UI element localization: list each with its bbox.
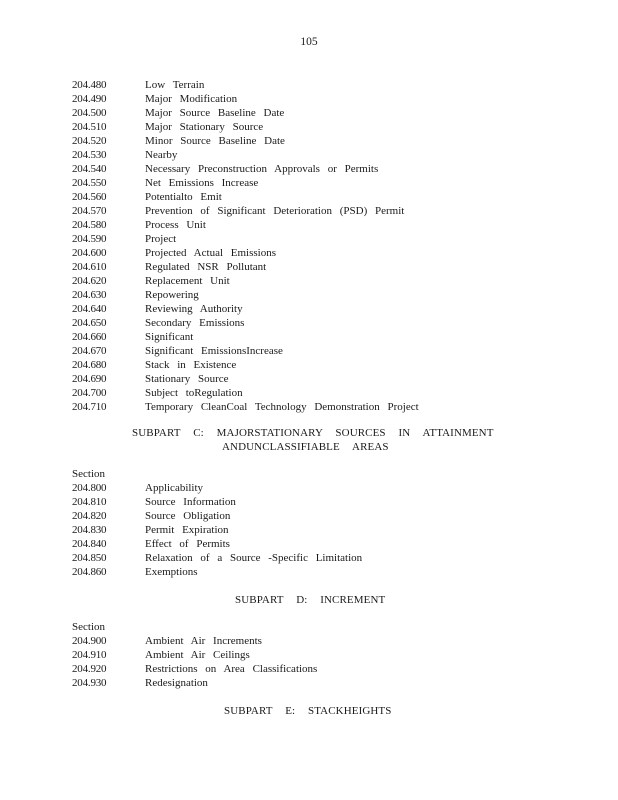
section-title: Permit Expiration xyxy=(145,524,229,536)
section-number: 204.620 xyxy=(72,275,107,287)
section-number: 204.580 xyxy=(72,219,107,231)
section-number: 204.550 xyxy=(72,177,107,189)
section-title: Regulated NSR Pollutant xyxy=(145,261,267,273)
toc-row xyxy=(0,400,618,414)
section-number: 204.510 xyxy=(72,121,107,133)
toc-row xyxy=(0,662,618,676)
toc-row xyxy=(0,302,618,316)
section-title: Significant xyxy=(145,331,194,343)
section-title: Applicability xyxy=(145,482,204,494)
section-number: 204.500 xyxy=(72,107,107,119)
section-number: 204.910 xyxy=(72,649,107,661)
toc-row xyxy=(0,232,618,246)
section-title: Potentialto Emit xyxy=(145,191,222,203)
section-number: 204.560 xyxy=(72,191,107,203)
section-title: Low Terrain xyxy=(145,79,205,91)
section-number: 204.660 xyxy=(72,331,107,343)
toc-row xyxy=(0,523,618,537)
section-title: Minor Source Baseline Date xyxy=(145,135,285,147)
subpart-d-heading-text: SUBPART D: INCREMENT xyxy=(235,594,386,606)
toc-row xyxy=(0,537,618,551)
toc-row xyxy=(0,134,618,148)
page-number: 105 xyxy=(300,36,318,48)
section-number: 204.490 xyxy=(72,93,107,105)
section-number: 204.480 xyxy=(72,79,107,91)
toc-row xyxy=(0,260,618,274)
section-title: Ambient Air Increments xyxy=(145,635,262,647)
section-number: 204.800 xyxy=(72,482,107,494)
toc-row xyxy=(0,190,618,204)
section-title: Restrictions on Area Classifications xyxy=(145,663,318,675)
section-title: Secondary Emissions xyxy=(145,317,245,329)
section-number: 204.520 xyxy=(72,135,107,147)
section-title: Stationary Source xyxy=(145,373,229,385)
section-number: 204.680 xyxy=(72,359,107,371)
section-title: Temporary CleanCoal Technology Demonstration Project xyxy=(145,401,419,413)
toc-row xyxy=(0,495,618,509)
toc-row xyxy=(0,565,618,579)
section-title: Project xyxy=(145,233,177,245)
section-title: Process Unit xyxy=(145,219,206,231)
subpart-c-heading-line1: SUBPART C: MAJORSTATIONARY SOURCES IN ATTAINMENT xyxy=(132,427,494,439)
toc-row xyxy=(0,358,618,372)
section-title: Stack in Existence xyxy=(145,359,237,371)
toc-row xyxy=(0,162,618,176)
toc-row xyxy=(0,481,618,495)
toc-row xyxy=(0,204,618,218)
section-number: 204.600 xyxy=(72,247,107,259)
section-title: Reviewing Authority xyxy=(145,303,243,315)
section-title: Source Information xyxy=(145,496,236,508)
toc-row xyxy=(0,148,618,162)
section-number: 204.710 xyxy=(72,401,107,413)
section-number: 204.630 xyxy=(72,289,107,301)
toc-row xyxy=(0,372,618,386)
section-title: Major Stationary Source xyxy=(145,121,264,133)
section-number: 204.610 xyxy=(72,261,107,273)
section-number: 204.820 xyxy=(72,510,107,522)
toc-row xyxy=(0,246,618,260)
section-number: 204.650 xyxy=(72,317,107,329)
section-number: 204.670 xyxy=(72,345,107,357)
section-number: 204.850 xyxy=(72,552,107,564)
toc-row xyxy=(0,330,618,344)
subpart-c-heading-line2: ANDUNCLASSIFIABLE AREAS xyxy=(222,441,389,453)
section-number: 204.860 xyxy=(72,566,107,578)
section-number: 204.920 xyxy=(72,663,107,675)
section-number: 204.590 xyxy=(72,233,107,245)
section-number: 204.840 xyxy=(72,538,107,550)
section-title: Necessary Preconstruction Approvals or Permits xyxy=(145,163,379,175)
toc-row xyxy=(0,648,618,662)
toc-row xyxy=(0,120,618,134)
section-title: Major Modification xyxy=(145,93,238,105)
section-number: 204.900 xyxy=(72,635,107,647)
section-number: 204.690 xyxy=(72,373,107,385)
toc-row xyxy=(0,676,618,690)
toc-row xyxy=(0,551,618,565)
toc-row xyxy=(0,344,618,358)
toc-row xyxy=(0,509,618,523)
section-number: 204.930 xyxy=(72,677,107,689)
toc-row xyxy=(0,316,618,330)
section-title: Prevention of Significant Deterioration (PSD) Permit xyxy=(145,205,405,217)
section-title: Repowering xyxy=(145,289,199,301)
toc-row xyxy=(0,634,618,648)
section-title: Relaxation of a Source -Specific Limitation xyxy=(145,552,363,564)
section-label: Section xyxy=(72,621,105,633)
section-title: Nearby xyxy=(145,149,178,161)
toc-row xyxy=(0,176,618,190)
section-label: Section xyxy=(72,468,105,480)
toc-row xyxy=(0,288,618,302)
section-title: Subject toRegulation xyxy=(145,387,243,399)
toc-row xyxy=(0,274,618,288)
section-number: 204.830 xyxy=(72,524,107,536)
toc-row xyxy=(0,218,618,232)
section-title: Projected Actual Emissions xyxy=(145,247,276,259)
section-title: Source Obligation xyxy=(145,510,231,522)
subpart-e-heading-text: SUBPART E: STACKHEIGHTS xyxy=(224,705,392,717)
section-number: 204.700 xyxy=(72,387,107,399)
toc-row xyxy=(0,386,618,400)
section-title: Net Emissions Increase xyxy=(145,177,259,189)
section-number: 204.540 xyxy=(72,163,107,175)
section-number: 204.810 xyxy=(72,496,107,508)
section-title: Effect of Permits xyxy=(145,538,230,550)
toc-row xyxy=(0,78,618,92)
section-title: Exemptions xyxy=(145,566,198,578)
section-number: 204.530 xyxy=(72,149,107,161)
section-number: 204.640 xyxy=(72,303,107,315)
section-title: Replacement Unit xyxy=(145,275,230,287)
toc-row xyxy=(0,92,618,106)
section-title: Major Source Baseline Date xyxy=(145,107,285,119)
toc-row xyxy=(0,106,618,120)
section-title: Ambient Air Ceilings xyxy=(145,649,250,661)
section-number: 204.570 xyxy=(72,205,107,217)
section-title: Redesignation xyxy=(145,677,208,689)
section-title: Significant EmissionsIncrease xyxy=(145,345,283,357)
